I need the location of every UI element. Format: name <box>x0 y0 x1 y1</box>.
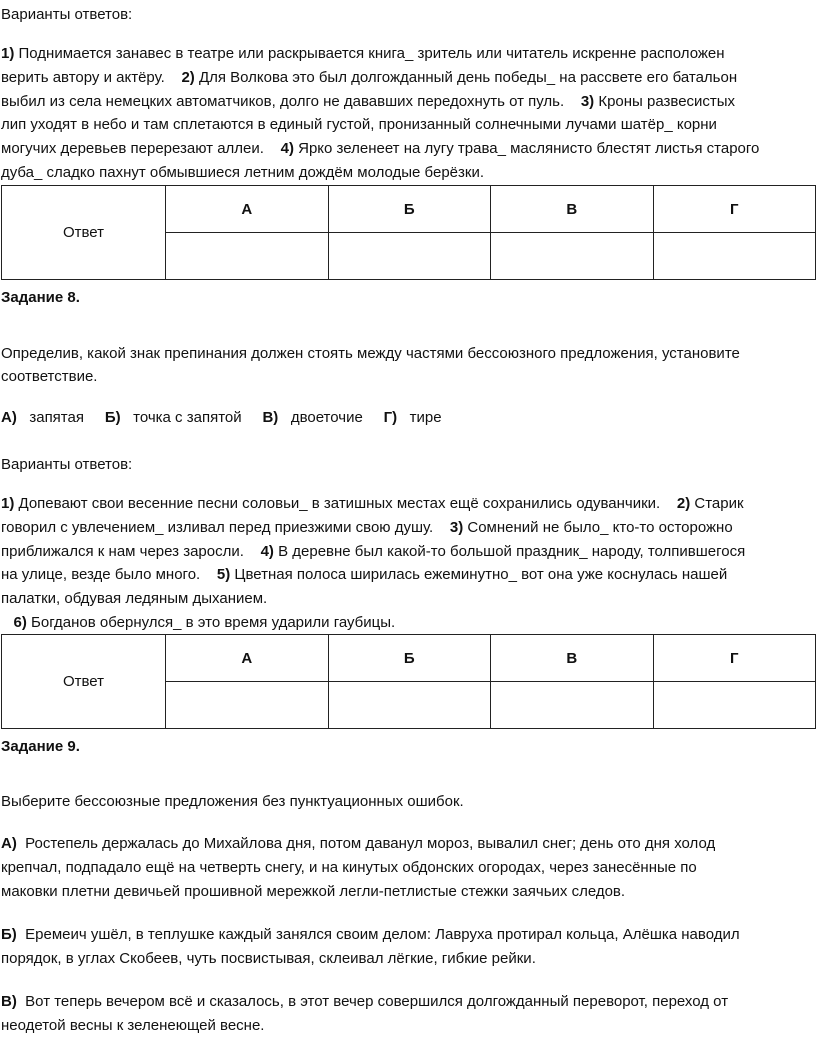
task9-title: Задание 9. <box>1 738 80 755</box>
item-text-line: Ростепель держалась до Михайлова дня, потом даванул мороз, вывалил снег; день ото дня холод <box>25 835 716 852</box>
task8-title: Задание 8. <box>1 289 80 306</box>
variant-text-line <box>1 90 735 113</box>
variant-number: 4) <box>260 542 274 560</box>
task9-item-a <box>1 832 715 855</box>
variant-text: Кроны развесистых <box>594 92 736 110</box>
option-text: запятая <box>29 409 84 426</box>
variant-number: 6) <box>13 614 27 631</box>
column-b: Б <box>328 186 491 233</box>
variant-number: 3) <box>449 518 464 536</box>
item-letter: А) <box>1 835 17 852</box>
variant-text-line <box>1 113 717 136</box>
variant-text: Ярко зеленеет на лугу трава_ маслянисто блестят листья старого <box>293 140 760 158</box>
variant-text-line <box>1 66 737 89</box>
variant-text: Для Волкова это был долгожданный день победы_ на рассвете его батальон <box>194 68 738 86</box>
option-letter: Б) <box>104 409 121 426</box>
answer-cell-v[interactable] <box>491 233 654 280</box>
task8-options <box>1 406 442 429</box>
variant-text: палатки, обдувая ледяным дыханием. <box>1 590 268 608</box>
task9-item-v <box>1 990 728 1013</box>
option-text: двоеточие <box>290 409 363 426</box>
option-text: тире <box>409 409 442 426</box>
variant-text: верить автору и актёру. <box>1 68 182 86</box>
variant-text: дуба_ сладко пахнут обмывшиеся летним дождём молодые берёзки. <box>1 164 484 181</box>
column-a: А <box>166 635 329 682</box>
answer-cell-v[interactable] <box>491 682 654 729</box>
variant-text: Поднимается занавес в театре или раскрывается книга_ зритель или читатель искренне расположен <box>14 45 725 62</box>
answer-cell-a[interactable] <box>166 682 329 729</box>
variant-text-line <box>1 611 395 634</box>
variant-text-line <box>1 587 267 610</box>
option-letter: В) <box>262 409 279 426</box>
task9-instruction: Выберите бессоюзные предложения без пунктуационных ошибок. <box>1 793 464 810</box>
variant-number: 1) <box>1 45 15 62</box>
column-v: В <box>491 186 654 233</box>
variant-text: на улице, везде было много. <box>1 566 217 584</box>
variant-text: могучих деревьев перерезают аллеи. <box>1 140 281 158</box>
task8-variants-heading: Варианты ответов: <box>1 456 133 473</box>
variant-text-line <box>1 137 759 160</box>
variant-number: 2) <box>181 68 195 86</box>
item-letter: В) <box>1 993 17 1010</box>
task8-instruction-line: соответствие. <box>1 368 98 385</box>
item-text-line: маковки плетни девичьей прошивной мережкой легли-петлистые стежки заячьих следов. <box>1 883 626 900</box>
column-v: В <box>491 635 654 682</box>
variant-text-line <box>1 516 733 539</box>
variant-number: 5) <box>216 566 231 584</box>
answer-cell-a[interactable] <box>166 233 329 280</box>
variant-number: 2) <box>676 495 691 512</box>
variant-text: приближался к нам через заросли. <box>1 542 261 560</box>
item-text-line: крепчал, подпадало ещё на четверть снегу, и на кинутых обдонских огородах, через занесённые по <box>1 859 697 876</box>
variant-number: 3) <box>580 92 595 110</box>
column-a: А <box>166 186 329 233</box>
item-text-line: неодетой весны к зеленеющей весне. <box>1 1017 265 1034</box>
column-b: Б <box>328 635 491 682</box>
variant-text: Допевают свои весенние песни соловьи_ в затишных местах ещё сохранились одуванчики. <box>14 495 677 512</box>
answer-cell-b[interactable] <box>328 682 491 729</box>
task9-item-b <box>1 923 740 946</box>
variant-text-line <box>1 563 727 586</box>
option-letter: А) <box>1 409 17 426</box>
variant-number: 1) <box>1 495 15 512</box>
item-text-line: Вот теперь вечером всё и сказалось, в этот вечер совершился долгожданный переворот, переход от <box>25 993 729 1010</box>
task8-instruction-line: Определив, какой знак препинания должен стоять между частями бессоюзного предложения, установите <box>1 345 740 362</box>
variant-text: Старик <box>690 495 744 512</box>
variant-text-line <box>1 42 725 65</box>
variant-text: Цветная полоса ширилась ежеминутно_ вот она уже коснулась нашей <box>230 566 728 584</box>
variant-text-line <box>1 492 744 515</box>
variant-text: В деревне был какой-то большой праздник_ народу, толпившегося <box>273 542 746 560</box>
task8-answer-table <box>1 634 816 729</box>
answer-label: Ответ <box>2 186 166 280</box>
variant-text: выбил из села немецких автоматчиков, долго не дававших передохнуть от пуль. <box>1 92 581 110</box>
variant-text: говорил с увлечением_ изливал перед приезжими свою душу. <box>1 518 450 536</box>
variant-text-line <box>1 161 484 184</box>
answer-cell-g[interactable] <box>653 233 816 280</box>
variant-text: Богданов обернулся_ в это время ударили гаубицы. <box>26 614 396 631</box>
variant-number: 4) <box>280 140 294 158</box>
item-letter: Б) <box>1 926 17 943</box>
item-text-line: Еремеич ушёл, в теплушке каждый занялся своим делом: Лавруха протирал кольца, Алёшка наводил <box>25 926 740 943</box>
item-text-line: порядок, в углах Скобеев, чуть посвистывая, склеивал лёгкие, гибкие рейки. <box>1 950 536 967</box>
variant-text: Сомнений не было_ кто-то осторожно <box>463 518 733 536</box>
variant-text <box>1 614 14 631</box>
column-g: Г <box>653 635 816 682</box>
variant-text: лип уходят в небо и там сплетаются в единый густой, пронизанный солнечными лучами шатёр_ корни <box>1 116 717 134</box>
answer-label: Ответ <box>2 635 166 729</box>
variant-text-line <box>1 540 745 563</box>
column-g: Г <box>653 186 816 233</box>
answer-cell-b[interactable] <box>328 233 491 280</box>
task7-answer-table <box>1 185 816 280</box>
option-text: точка с запятой <box>133 409 242 426</box>
option-letter: Г) <box>383 409 398 426</box>
task7-variants-heading: Варианты ответов: <box>1 6 133 23</box>
answer-cell-g[interactable] <box>653 682 816 729</box>
